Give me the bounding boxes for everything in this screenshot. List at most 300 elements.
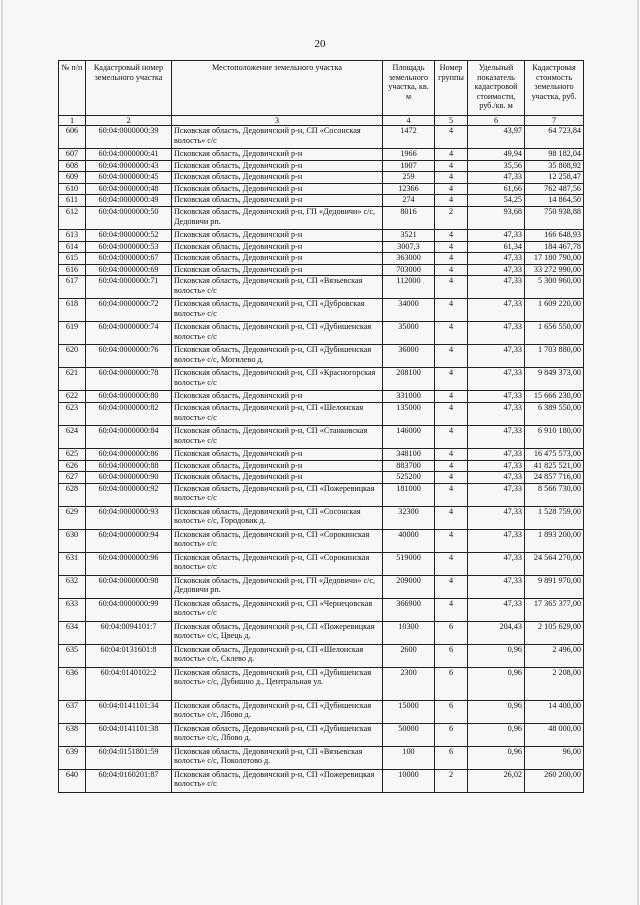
header-row-number: № п/п: [59, 61, 86, 116]
unit-rate-cell: 47,33: [468, 483, 525, 506]
location-cell: Псковская область, Дедовичский р-н, СП «Станковская волость» с/с: [172, 425, 383, 448]
unit-rate-cell: 54,25: [468, 195, 525, 207]
column-number: 7: [525, 116, 584, 126]
area-cell: 274: [383, 195, 435, 207]
location-cell: Псковская область, Дедовичский р-н: [172, 253, 383, 265]
unit-rate-cell: 49,94: [468, 149, 525, 161]
location-cell: Псковская область, Дедовичский р-н: [172, 160, 383, 172]
unit-rate-cell: 47,33: [468, 276, 525, 299]
cadastral-number-cell: 60:04:0000000:94: [86, 529, 172, 552]
cadastral-number-cell: 60:04:0000000:39: [86, 126, 172, 149]
row-number-cell: 609: [59, 172, 86, 184]
cadastral-number-cell: 60:04:0000000:84: [86, 425, 172, 448]
row-number-cell: 639: [59, 746, 86, 769]
header-group: Номер группы: [435, 61, 468, 116]
row-number-cell: 631: [59, 552, 86, 575]
row-number-cell: 613: [59, 229, 86, 241]
unit-rate-cell: 43,97: [468, 126, 525, 149]
table-row: [59, 644, 584, 667]
location-cell: Псковская область, Дедовичский р-н, СП «Пожеревицкая волость» с/с: [172, 483, 383, 506]
cadastral-number-cell: 60:04:0000000:71: [86, 276, 172, 299]
area-cell: 2300: [383, 667, 435, 700]
unit-rate-cell: 47,33: [468, 529, 525, 552]
area-cell: 883700: [383, 460, 435, 472]
table-row: [59, 368, 584, 391]
unit-rate-cell: 0,96: [468, 667, 525, 700]
cadastral-value-cell: 16 475 573,00: [525, 448, 584, 460]
location-cell: Псковская область, Дедовичский р-н, СП «Сорокинская волость» с/с: [172, 529, 383, 552]
location-cell: Псковская область, Дедовичский р-н, СП «Дубишенская волость» с/с, Лбово д.: [172, 700, 383, 723]
area-cell: 34000: [383, 299, 435, 322]
cadastral-value-cell: 260 200,00: [525, 769, 584, 792]
group-cell: 4: [435, 229, 468, 241]
cadastral-value-cell: 5 300 960,00: [525, 276, 584, 299]
unit-rate-cell: 93,68: [468, 206, 525, 229]
area-cell: 366900: [383, 598, 435, 621]
row-number-cell: 632: [59, 575, 86, 598]
table-row: [59, 529, 584, 552]
table-row: [59, 183, 584, 195]
header-location: Местоположение земельного участка: [172, 61, 383, 116]
location-cell: Псковская область, Дедовичский р-н: [172, 391, 383, 403]
cadastral-value-table: [58, 60, 584, 793]
cadastral-value-cell: 33 272 990,00: [525, 264, 584, 276]
unit-rate-cell: 0,96: [468, 700, 525, 723]
group-cell: 4: [435, 345, 468, 368]
location-cell: Псковская область, Дедовичский р-н: [172, 229, 383, 241]
unit-rate-cell: 61,66: [468, 183, 525, 195]
location-cell: Псковская область, Дедовичский р-н, СП «Пожеревицкая волость» с/с, Цвець д.: [172, 621, 383, 644]
cadastral-number-cell: 60:04:0151801:59: [86, 746, 172, 769]
unit-rate-cell: 47,33: [468, 264, 525, 276]
location-cell: Псковская область, Дедовичский р-н, ГП «Дедовичи» с/с, Дедовичи рп.: [172, 206, 383, 229]
table-row: [59, 160, 584, 172]
unit-rate-cell: 47,33: [468, 299, 525, 322]
table-row: [59, 483, 584, 506]
cadastral-number-cell: 60:04:0000000:49: [86, 195, 172, 207]
cadastral-number-cell: 60:04:0000000:67: [86, 253, 172, 265]
unit-rate-cell: 47,33: [468, 253, 525, 265]
group-cell: 6: [435, 621, 468, 644]
group-cell: 6: [435, 644, 468, 667]
location-cell: Псковская область, Дедовичский р-н: [172, 172, 383, 184]
unit-rate-cell: 0,96: [468, 723, 525, 746]
cadastral-number-cell: 60:04:0140102:2: [86, 667, 172, 700]
location-cell: Псковская область, Дедовичский р-н: [172, 183, 383, 195]
row-number-cell: 628: [59, 483, 86, 506]
cadastral-number-cell: 60:04:0000000:99: [86, 598, 172, 621]
row-number-cell: 638: [59, 723, 86, 746]
group-cell: 4: [435, 241, 468, 253]
row-number-cell: 626: [59, 460, 86, 472]
table-row: [59, 149, 584, 161]
cadastral-number-cell: 60:04:0000000:98: [86, 575, 172, 598]
group-cell: 4: [435, 506, 468, 529]
table-row: [59, 241, 584, 253]
row-number-cell: 635: [59, 644, 86, 667]
area-cell: 8016: [383, 206, 435, 229]
unit-rate-cell: 204,43: [468, 621, 525, 644]
group-cell: 4: [435, 149, 468, 161]
group-cell: 4: [435, 183, 468, 195]
unit-rate-cell: 47,33: [468, 172, 525, 184]
table-row: [59, 598, 584, 621]
cadastral-value-cell: 2 496,00: [525, 644, 584, 667]
cadastral-number-cell: 60:04:0000000:41: [86, 149, 172, 161]
table-row: [59, 264, 584, 276]
row-number-cell: 637: [59, 700, 86, 723]
group-cell: 4: [435, 195, 468, 207]
area-cell: 35000: [383, 322, 435, 345]
location-cell: Псковская область, Дедовичский р-н, СП «Вязьевская волость» с/с, Поколотово д.: [172, 746, 383, 769]
row-number-cell: 611: [59, 195, 86, 207]
location-cell: Псковская область, Дедовичский р-н, СП «Красногорская волость» с/с: [172, 368, 383, 391]
table-row: [59, 746, 584, 769]
header-area: Площадь земельного участка, кв. м: [383, 61, 435, 116]
row-number-cell: 624: [59, 425, 86, 448]
cadastral-number-cell: 60:04:0000000:48: [86, 183, 172, 195]
cadastral-value-cell: 1 703 880,00: [525, 345, 584, 368]
cadastral-value-cell: 14 864,50: [525, 195, 584, 207]
header-cadastral-number: Кадастровый номер земельного участка: [86, 61, 172, 116]
table-row: [59, 126, 584, 149]
cadastral-value-cell: 17 180 790,00: [525, 253, 584, 265]
header-unit-rate: Удельный показатель кадастровой стоимости, руб./кв. м: [468, 61, 525, 116]
cadastral-number-cell: 60:04:0000000:53: [86, 241, 172, 253]
row-number-cell: 627: [59, 472, 86, 484]
group-cell: 4: [435, 276, 468, 299]
cadastral-value-cell: 1 656 550,00: [525, 322, 584, 345]
table-row: [59, 206, 584, 229]
row-number-cell: 629: [59, 506, 86, 529]
column-number: 5: [435, 116, 468, 126]
unit-rate-cell: 47,33: [468, 460, 525, 472]
area-cell: 135000: [383, 402, 435, 425]
table-row: [59, 229, 584, 241]
cadastral-value-cell: 24 564 270,00: [525, 552, 584, 575]
cadastral-number-cell: 60:04:0000000:69: [86, 264, 172, 276]
cadastral-value-cell: 96,00: [525, 746, 584, 769]
unit-rate-cell: 47,33: [468, 598, 525, 621]
unit-rate-cell: 0,96: [468, 644, 525, 667]
area-cell: 40000: [383, 529, 435, 552]
group-cell: 4: [435, 126, 468, 149]
location-cell: Псковская область, Дедовичский р-н: [172, 149, 383, 161]
cadastral-value-cell: 166 648,93: [525, 229, 584, 241]
row-number-cell: 620: [59, 345, 86, 368]
unit-rate-cell: 61,34: [468, 241, 525, 253]
area-cell: 703000: [383, 264, 435, 276]
cadastral-number-cell: 60:04:0000000:72: [86, 299, 172, 322]
area-cell: 100: [383, 746, 435, 769]
row-number-cell: 617: [59, 276, 86, 299]
cadastral-value-cell: 24 857 716,00: [525, 472, 584, 484]
table-header-row: [59, 61, 584, 116]
row-number-cell: 610: [59, 183, 86, 195]
unit-rate-cell: 47,33: [468, 575, 525, 598]
cadastral-value-cell: 35 808,92: [525, 160, 584, 172]
group-cell: 4: [435, 322, 468, 345]
group-cell: 4: [435, 575, 468, 598]
row-number-cell: 619: [59, 322, 86, 345]
area-cell: 146000: [383, 425, 435, 448]
cadastral-value-cell: 15 666 230,00: [525, 391, 584, 403]
table-row: [59, 425, 584, 448]
cadastral-value-cell: 6 910 180,00: [525, 425, 584, 448]
table-row: [59, 472, 584, 484]
area-cell: 1007: [383, 160, 435, 172]
cadastral-number-cell: 60:04:0000000:96: [86, 552, 172, 575]
location-cell: Псковская область, Дедовичский р-н, СП «Пожеревицкая волость» с/с: [172, 769, 383, 792]
area-cell: 32300: [383, 506, 435, 529]
row-number-cell: 636: [59, 667, 86, 700]
location-cell: Псковская область, Дедовичский р-н, СП «Чернецовская волость» с/с: [172, 598, 383, 621]
cadastral-number-cell: 60:04:0000000:43: [86, 160, 172, 172]
scan-edge-left: [1, 0, 3, 905]
column-number: 1: [59, 116, 86, 126]
location-cell: Псковская область, Дедовичский р-н: [172, 472, 383, 484]
cadastral-value-cell: 750 938,88: [525, 206, 584, 229]
group-cell: 4: [435, 368, 468, 391]
table-row: [59, 276, 584, 299]
group-cell: 4: [435, 172, 468, 184]
unit-rate-cell: 47,33: [468, 391, 525, 403]
location-cell: Псковская область, Дедовичский р-н, СП «Шелонская волость» с/с, Склево д.: [172, 644, 383, 667]
unit-rate-cell: 47,33: [468, 448, 525, 460]
row-number-cell: 621: [59, 368, 86, 391]
location-cell: Псковская область, Дедовичский р-н, СП «Сорокинская волость» с/с: [172, 552, 383, 575]
row-number-cell: 623: [59, 402, 86, 425]
group-cell: 4: [435, 253, 468, 265]
group-cell: 6: [435, 746, 468, 769]
area-cell: 10000: [383, 769, 435, 792]
header-cadastral-value: Кадастровая стоимость земельного участка, руб.: [525, 61, 584, 116]
table-row: [59, 345, 584, 368]
cadastral-value-cell: 2 105 629,00: [525, 621, 584, 644]
area-cell: 259: [383, 172, 435, 184]
location-cell: Псковская область, Дедовичский р-н, СП «Сосонская волость» с/с, Городовик д.: [172, 506, 383, 529]
location-cell: Псковская область, Дедовичский р-н, СП «Шелонская волость» с/с: [172, 402, 383, 425]
cadastral-number-cell: 60:04:0000000:90: [86, 472, 172, 484]
cadastral-number-cell: 60:04:0000000:82: [86, 402, 172, 425]
location-cell: Псковская область, Дедовичский р-н, ГП «Дедовичи» с/с, Дедовичи рп.: [172, 575, 383, 598]
table-row: [59, 322, 584, 345]
area-cell: 3521: [383, 229, 435, 241]
group-cell: 4: [435, 425, 468, 448]
location-cell: Псковская область, Дедовичский р-н: [172, 448, 383, 460]
table-body: [59, 126, 584, 793]
row-number-cell: 630: [59, 529, 86, 552]
cadastral-value-cell: 6 389 550,00: [525, 402, 584, 425]
row-number-cell: 633: [59, 598, 86, 621]
row-number-cell: 618: [59, 299, 86, 322]
group-cell: 4: [435, 460, 468, 472]
cadastral-value-cell: 1 893 200,00: [525, 529, 584, 552]
column-number: 6: [468, 116, 525, 126]
row-number-cell: 608: [59, 160, 86, 172]
group-cell: 4: [435, 472, 468, 484]
column-number-row: [59, 116, 584, 126]
cadastral-value-cell: 2 208,00: [525, 667, 584, 700]
unit-rate-cell: 47,33: [468, 506, 525, 529]
location-cell: Псковская область, Дедовичский р-н: [172, 195, 383, 207]
scan-edge-right: [637, 0, 639, 905]
group-cell: 4: [435, 483, 468, 506]
table-row: [59, 253, 584, 265]
area-cell: 1966: [383, 149, 435, 161]
column-number: 3: [172, 116, 383, 126]
location-cell: Псковская область, Дедовичский р-н, СП «Дубишенская волость» с/с, Могилево д.: [172, 345, 383, 368]
area-cell: 10300: [383, 621, 435, 644]
area-cell: 1472: [383, 126, 435, 149]
unit-rate-cell: 47,33: [468, 322, 525, 345]
unit-rate-cell: 35,56: [468, 160, 525, 172]
row-number-cell: 615: [59, 253, 86, 265]
group-cell: 4: [435, 391, 468, 403]
cadastral-value-cell: 64 723,84: [525, 126, 584, 149]
cadastral-value-cell: 9 891 970,00: [525, 575, 584, 598]
area-cell: 209000: [383, 575, 435, 598]
cadastral-number-cell: 60:04:0131601:8: [86, 644, 172, 667]
location-cell: Псковская область, Дедовичский р-н: [172, 264, 383, 276]
area-cell: 2600: [383, 644, 435, 667]
area-cell: 112000: [383, 276, 435, 299]
cadastral-number-cell: 60:04:0000000:52: [86, 229, 172, 241]
cadastral-value-cell: 1 609 220,00: [525, 299, 584, 322]
group-cell: 6: [435, 700, 468, 723]
row-number-cell: 640: [59, 769, 86, 792]
area-cell: 36000: [383, 345, 435, 368]
unit-rate-cell: 26,02: [468, 769, 525, 792]
area-cell: 181000: [383, 483, 435, 506]
group-cell: 4: [435, 160, 468, 172]
area-cell: 3007,3: [383, 241, 435, 253]
area-cell: 363000: [383, 253, 435, 265]
cadastral-number-cell: 60:04:0000000:45: [86, 172, 172, 184]
cadastral-value-cell: 41 825 521,00: [525, 460, 584, 472]
row-number-cell: 616: [59, 264, 86, 276]
unit-rate-cell: 47,33: [468, 472, 525, 484]
unit-rate-cell: 47,33: [468, 402, 525, 425]
table-row: [59, 391, 584, 403]
group-cell: 4: [435, 264, 468, 276]
table-row: [59, 621, 584, 644]
location-cell: Псковская область, Дедовичский р-н: [172, 241, 383, 253]
row-number-cell: 614: [59, 241, 86, 253]
column-number: 2: [86, 116, 172, 126]
cadastral-number-cell: 60:04:0000000:80: [86, 391, 172, 403]
location-cell: Псковская область, Дедовичский р-н, СП «Дубишенская волость» с/с: [172, 322, 383, 345]
cadastral-number-cell: 60:04:0000000:78: [86, 368, 172, 391]
location-cell: Псковская область, Дедовичский р-н, СП «Вязьевская волость» с/с: [172, 276, 383, 299]
table-row: [59, 506, 584, 529]
table-row: [59, 195, 584, 207]
area-cell: 348100: [383, 448, 435, 460]
group-cell: 4: [435, 299, 468, 322]
cadastral-value-cell: 98 182,04: [525, 149, 584, 161]
table-row: [59, 723, 584, 746]
row-number-cell: 625: [59, 448, 86, 460]
group-cell: 4: [435, 448, 468, 460]
cadastral-number-cell: 60:04:0160201:87: [86, 769, 172, 792]
unit-rate-cell: 47,33: [468, 368, 525, 391]
cadastral-value-cell: 8 566 730,00: [525, 483, 584, 506]
table-row: [59, 402, 584, 425]
group-cell: 2: [435, 206, 468, 229]
unit-rate-cell: 47,33: [468, 345, 525, 368]
unit-rate-cell: 47,33: [468, 552, 525, 575]
row-number-cell: 634: [59, 621, 86, 644]
table-row: [59, 667, 584, 700]
cadastral-number-cell: 60:04:0000000:86: [86, 448, 172, 460]
row-number-cell: 606: [59, 126, 86, 149]
area-cell: 50000: [383, 723, 435, 746]
cadastral-value-cell: 184 467,78: [525, 241, 584, 253]
row-number-cell: 612: [59, 206, 86, 229]
row-number-cell: 622: [59, 391, 86, 403]
page-number: 20: [314, 38, 326, 50]
column-number: 4: [383, 116, 435, 126]
location-cell: Псковская область, Дедовичский р-н: [172, 460, 383, 472]
group-cell: 4: [435, 529, 468, 552]
location-cell: Псковская область, Дедовичский р-н, СП «Сосонская волость» с/с: [172, 126, 383, 149]
cadastral-number-cell: 60:04:0000000:88: [86, 460, 172, 472]
cadastral-number-cell: 60:04:0000000:93: [86, 506, 172, 529]
area-cell: 519000: [383, 552, 435, 575]
cadastral-value-cell: 12 258,47: [525, 172, 584, 184]
cadastral-value-cell: 9 849 373,00: [525, 368, 584, 391]
cadastral-value-cell: 1 528 759,00: [525, 506, 584, 529]
unit-rate-cell: 47,33: [468, 425, 525, 448]
table-row: [59, 299, 584, 322]
cadastral-value-cell: 14 400,00: [525, 700, 584, 723]
location-cell: Псковская область, Дедовичский р-н, СП «Дубишенская волость» с/с, Дубишно д., Центральная ул.: [172, 667, 383, 700]
group-cell: 4: [435, 598, 468, 621]
group-cell: 2: [435, 769, 468, 792]
area-cell: 208100: [383, 368, 435, 391]
area-cell: 12366: [383, 183, 435, 195]
group-cell: 4: [435, 552, 468, 575]
group-cell: 6: [435, 723, 468, 746]
unit-rate-cell: 47,33: [468, 229, 525, 241]
table-row: [59, 769, 584, 792]
table-row: [59, 700, 584, 723]
table-row: [59, 172, 584, 184]
cadastral-number-cell: 60:04:0141101:38: [86, 723, 172, 746]
cadastral-number-cell: 60:04:0141101:34: [86, 700, 172, 723]
cadastral-number-cell: 60:04:0000000:92: [86, 483, 172, 506]
row-number-cell: 607: [59, 149, 86, 161]
area-cell: 15000: [383, 700, 435, 723]
table-row: [59, 552, 584, 575]
area-cell: 331000: [383, 391, 435, 403]
area-cell: 525200: [383, 472, 435, 484]
table-row: [59, 460, 584, 472]
location-cell: Псковская область, Дедовичский р-н, СП «Дубишенская волость» с/с, Лбово д.: [172, 723, 383, 746]
cadastral-value-cell: 762 487,56: [525, 183, 584, 195]
unit-rate-cell: 0,96: [468, 746, 525, 769]
table-row: [59, 448, 584, 460]
table-row: [59, 575, 584, 598]
cadastral-value-cell: 48 000,00: [525, 723, 584, 746]
group-cell: 6: [435, 667, 468, 700]
cadastral-number-cell: 60:04:0000000:74: [86, 322, 172, 345]
cadastral-value-cell: 17 365 377,00: [525, 598, 584, 621]
cadastral-number-cell: 60:04:0094101:7: [86, 621, 172, 644]
cadastral-number-cell: 60:04:0000000:50: [86, 206, 172, 229]
location-cell: Псковская область, Дедовичский р-н, СП «Дубровская волость» с/с: [172, 299, 383, 322]
cadastral-number-cell: 60:04:0000000:76: [86, 345, 172, 368]
